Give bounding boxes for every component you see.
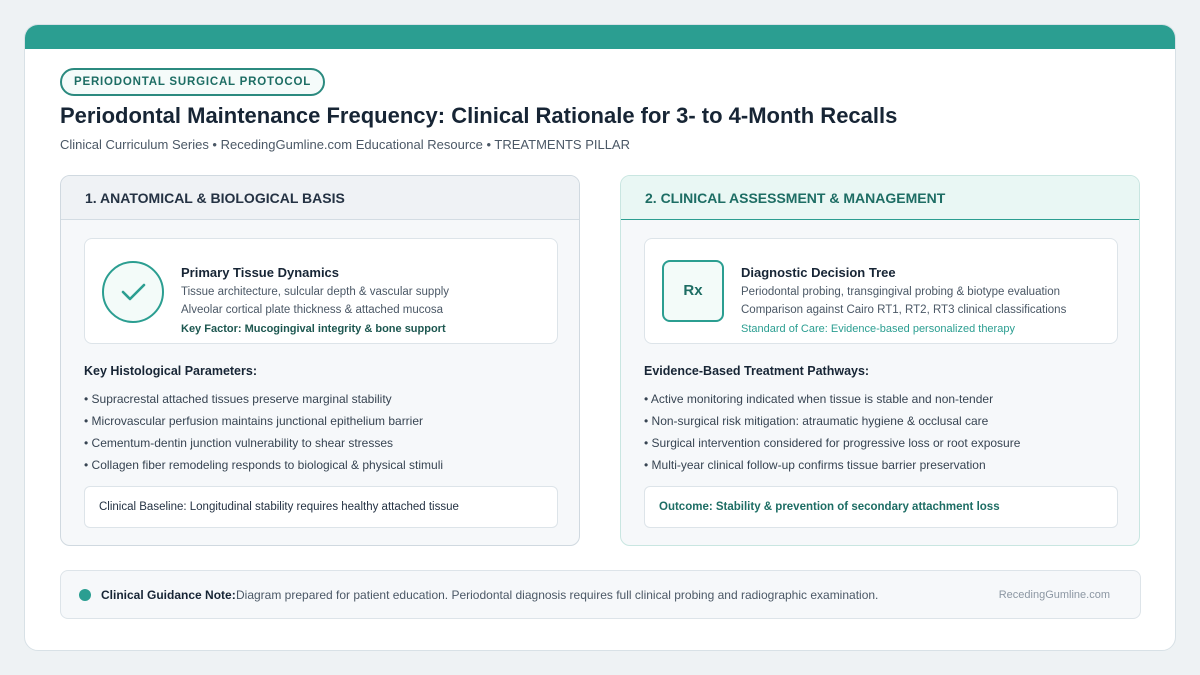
list-item: • Supracrestal attached tissues preserve marginal stability [84,392,392,406]
list-heading: Key Histological Parameters: [84,364,257,378]
histological-parameters-list [84,388,443,476]
decision-tree-card [644,238,1118,344]
list-item: • Microvascular perfusion maintains junctional epithelium barrier [84,414,424,428]
list-item: • Cementum-dentin junction vulnerability to shear stresses [84,436,394,450]
card-title: Diagnostic Decision Tree [741,265,896,280]
guidance-note [60,570,1141,619]
card-line: Alveolar cortical plate thickness & attached mucosa [181,304,444,316]
protocol-badge: PERIODONTAL SURGICAL PROTOCOL [60,68,325,96]
outcome-box: Outcome: Stability & prevention of secondary attachment loss [644,486,1118,528]
clinical-baseline-box: Clinical Baseline: Longitudinal stability requires healthy attached tissue [84,486,558,528]
card-line: Periodontal probing, transgingival probing & biotype evaluation [741,286,1061,298]
note-label: Clinical Guidance Note: [101,588,236,602]
card-title: Primary Tissue Dynamics [181,265,340,280]
top-accent-bar [25,25,1175,49]
list-item: • Active monitoring indicated when tissue is stable and non-tender [644,392,994,406]
page-title: Periodontal Maintenance Frequency: Clinical Rationale for 3- to 4-Month Recalls [60,103,898,128]
status-dot-icon [79,589,91,601]
list-item: • Multi-year clinical follow-up confirms tissue barrier preservation [644,458,986,472]
note-text: Diagram prepared for patient education. Periodontal diagnosis requires full clinical probing and radiographic examination. [236,588,879,602]
list-item: • Surgical intervention considered for progressive loss or root exposure [644,436,1021,450]
brand-watermark: RecedingGumline.com [998,589,1110,601]
treatment-pathways-list [644,388,1020,476]
page-subtitle: Clinical Curriculum Series • RecedingGumline.com Educational Resource • TREATMENTS PILLAR [60,137,630,152]
infographic-card [24,24,1176,651]
tissue-dynamics-card [84,238,558,344]
list-item: • Collagen fiber remodeling responds to biological & physical stimuli [84,458,444,472]
panel-heading: 2. CLINICAL ASSESSMENT & MANAGEMENT [621,176,1139,220]
panel-clinical-assessment [620,175,1140,546]
list-item: • Non-surgical risk mitigation: atraumatic hygiene & occlusal care [644,414,989,428]
list-heading: Evidence-Based Treatment Pathways: [644,364,870,378]
checkmark-icon [102,261,164,323]
card-line: Comparison against Cairo RT1, RT2, RT3 clinical classifications [741,304,1067,316]
card-line: Tissue architecture, sulcular depth & vascular supply [181,286,450,298]
prescription-icon: Rx [662,260,724,322]
key-factor: Key Factor: Mucogingival integrity & bone support [181,323,446,335]
standard-of-care: Standard of Care: Evidence-based personalized therapy [741,323,1015,335]
panel-anatomical-basis [60,175,580,546]
panel-heading: 1. ANATOMICAL & BIOLOGICAL BASIS [61,176,579,220]
